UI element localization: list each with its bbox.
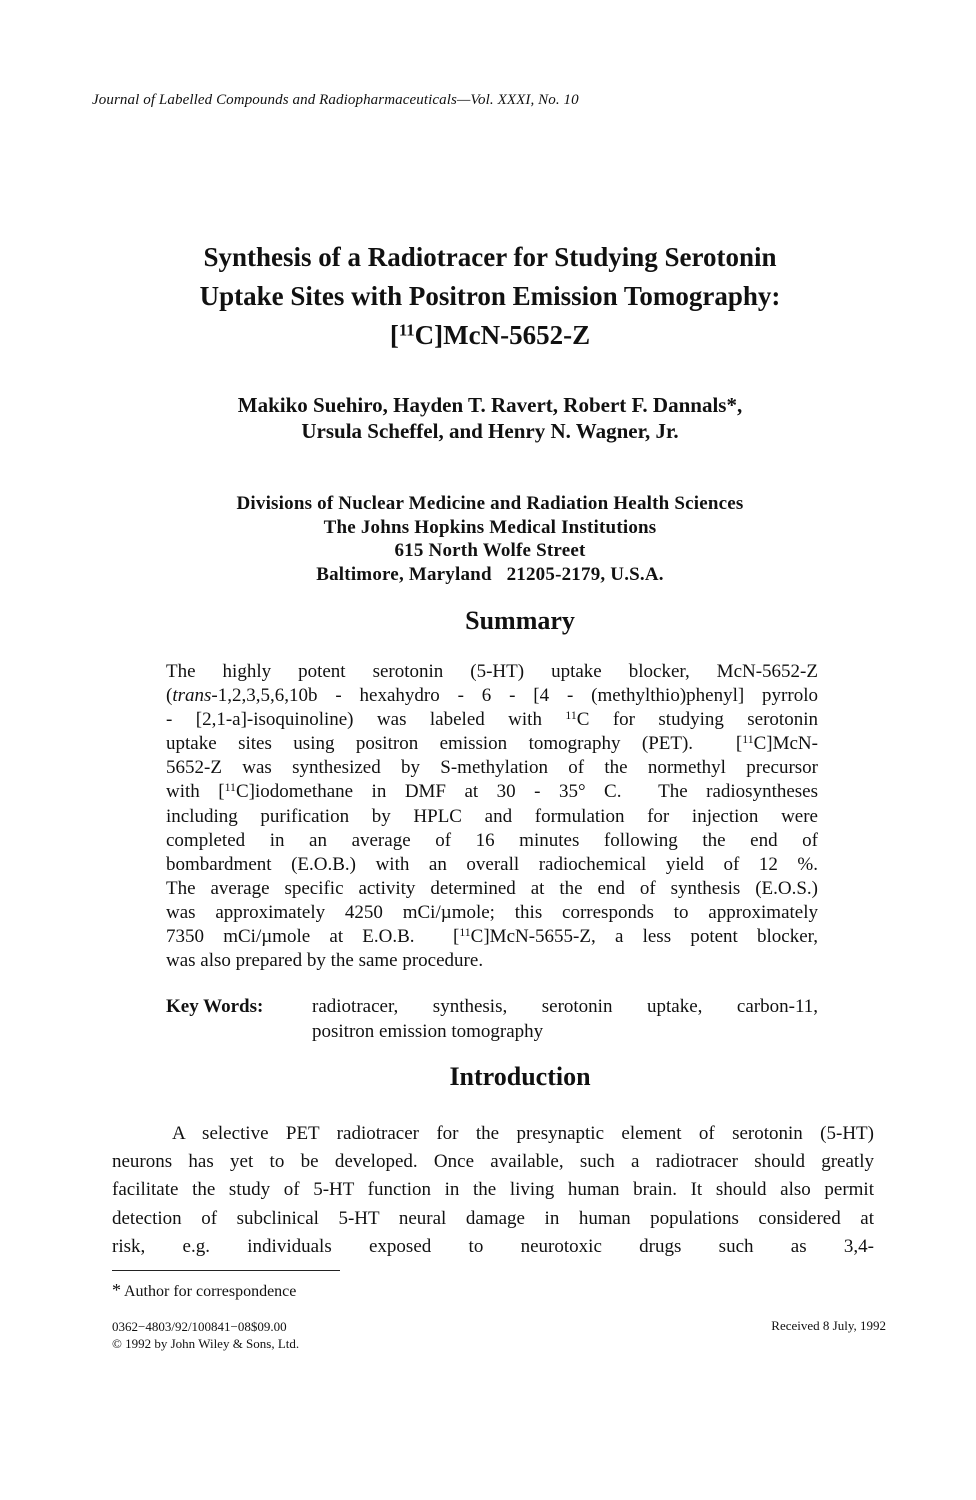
copyright: © 1992 by John Wiley & Sons, Ltd. (112, 1336, 300, 1351)
keywords-line: radiotracer, synthesis, serotonin uptake, carbon-11, (312, 996, 818, 1017)
publication-info (112, 1318, 299, 1352)
affiliation-line: Divisions of Nuclear Medicine and Radiation Health Sciences (236, 493, 744, 514)
footnote (112, 1280, 296, 1301)
keywords-line: positron emission tomography (312, 1021, 544, 1042)
affiliation-line: The Johns Hopkins Medical Institutions (323, 516, 657, 538)
abstract-line: with [$^{11}$C]iodomethane in DMF at 30 - 35° C. The radiosyntheses (166, 781, 818, 803)
abstract-line: including purification by HPLC and formulation for injection were (166, 805, 818, 827)
author-list (120, 392, 860, 444)
abstract-line: was approximately 4250 mCi/µmole; this corresponds to approximately (166, 901, 818, 923)
abstract-line: bombardment (E.O.B.) with an overall radiochemical yield of 12 %. (166, 853, 818, 875)
abstract-line: The highly potent serotonin (5-HT) uptake blocker, McN-5652-Z (166, 661, 818, 682)
abstract-line: 7350 mCi/µmole at E.O.B. [$^{11}$C]McN-5655-Z, a less potent blocker, (166, 926, 818, 948)
intro-line: risk, e.g. individuals exposed to neurotoxic drugs such as 3,4- (112, 1235, 874, 1257)
abstract-line: (trans-1,2,3,5,6,10b - hexahydro - 6 - [4 - (methylthio)phenyl] pyrrolo (166, 685, 818, 707)
superscript: 11 (398, 320, 415, 340)
keywords-label: Key Words: (166, 996, 264, 1017)
introduction-heading: Introduction (449, 1062, 591, 1091)
affiliation (120, 492, 860, 586)
author-line: Makiko Suehiro, Hayden T. Ravert, Robert F. Dannals*, (237, 393, 743, 417)
introduction-body (112, 1120, 874, 1261)
author-line: Ursula Scheffel, and Henry N. Wagner, Jr. (301, 419, 679, 443)
issn-code: 0362−4803/92/100841−08$09.00 (112, 1319, 287, 1334)
abstract-body (166, 660, 818, 973)
keywords-text (312, 994, 818, 1044)
title-line: Uptake Sites with Positron Emission Tomography: (199, 281, 781, 311)
affiliation-line: 615 North Wolfe Street (394, 540, 586, 561)
intro-line: facilitate the study of 5-HT function in the living human brain. It should also permit (112, 1179, 874, 1201)
abstract-line: completed in an average of 16 minutes following the end of (166, 829, 818, 851)
intro-line: detection of subclinical 5-HT neural damage in human populations considered at (112, 1207, 874, 1229)
title-line: [$^{11}$C]McN-5652-Z (389, 320, 591, 350)
abstract-line: The average specific activity determined at the end of synthesis (E.O.S.) (166, 877, 818, 899)
abstract-line: - [2,1-a]-isoquinoline) was labeled with $^{11}$C for studying serotonin (166, 709, 818, 731)
intro-line: A selective PET radiotracer for the presynaptic element of serotonin (5-HT) (172, 1123, 874, 1144)
footnote-text: Author for correspondence (124, 1283, 297, 1300)
intro-line: neurons has yet to be developed. Once available, such a radiotracer should greatly (112, 1151, 874, 1173)
running-head: Journal of Labelled Compounds and Radiopharmaceuticals—Vol. XXXI, No. 10 (92, 92, 579, 108)
paper-title (120, 238, 860, 355)
abstract-line: 5652-Z was synthesized by S-methylation of the normethyl precursor (166, 757, 818, 779)
footnote-rule (112, 1270, 340, 1271)
affiliation-line: Baltimore, Maryland 21205-2179, U.S.A. (316, 563, 664, 585)
abstract-line: was also prepared by the same procedure. (166, 950, 484, 972)
title-line: Synthesis of a Radiotracer for Studying Serotonin (203, 242, 777, 272)
received-date: Received 8 July, 1992 (771, 1318, 886, 1333)
footnote-marker: * (112, 1280, 121, 1300)
abstract-line: uptake sites using positron emission tomography (PET). [$^{11}$C]McN- (166, 733, 818, 755)
summary-heading: Summary (465, 606, 575, 635)
